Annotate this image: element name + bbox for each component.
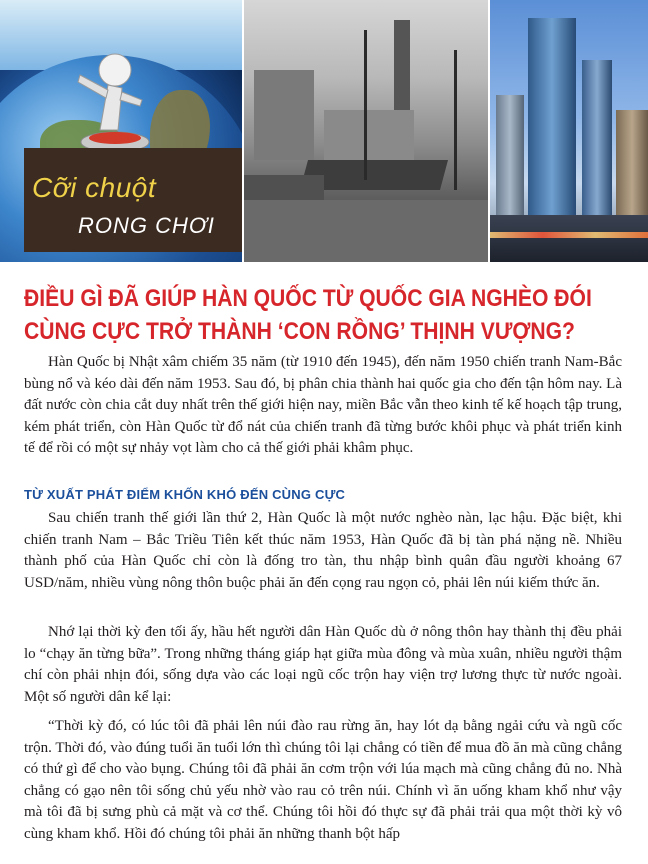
- brand-subtitle: RONG CHƠI: [78, 213, 215, 238]
- paragraph-2: Sau chiến tranh thế giới lần thứ 2, Hàn Quốc là một nước nghèo nàn, lạc hậu. Đặc biệt, khi chiến tranh Nam – Bắc Triều Tiên kết thúc năm 1953, Hàn Quốc đã bị tàn phá nặng nề. Nhiều thành phố của Hàn Quốc chỉ còn là đống tro tàn, thu nhập bình quân đầu người khoảng 67 USD/năm, nhiều vùng nông thôn buộc phải ăn đến cọng rau ngọn cỏ, phải lên núi kiếm thức ăn.: [24, 510, 622, 591]
- article-headline: [24, 282, 592, 348]
- brand-title: Cỡi chuột: [32, 172, 157, 203]
- intro-paragraph: Hàn Quốc bị Nhật xâm chiếm 35 năm (từ 1910 đến 1945), đến năm 1950 chiến tranh Nam-Bắc bùng nổ và kéo dài đến năm 1953. Sau đó, bị phân chia thành hai quốc gia cho đến tận hôm nay. Là đất nước còn chia cắt duy nhất trên thế giới hiện nay, miền Bắc vẫn theo kinh tế kế hoạch tập trung, kém phát triển, còn Hàn Quốc từ đổ nát của chiến tranh đã từng bước khôi phục và phát triển kinh tế để rồi có một sự nhảy vọt làm cho cả thế giới phải khâm phục.: [24, 354, 622, 456]
- modern-seoul-photo: [490, 0, 648, 262]
- headline-line-2: CÙNG CỰC TRỞ THÀNH ‘CON RỒNG’ THỊNH VƯỢNG?: [24, 318, 575, 345]
- section-subheading: TỪ XUẤT PHÁT ĐIỂM KHỐN KHÓ ĐẾN CÙNG CỰC: [24, 487, 346, 502]
- postwar-slum-photo: [244, 0, 488, 262]
- quote-paragraph: “Thời kỳ đó, có lúc tôi đã phải lên núi đào rau rừng ăn, hay lót dạ bằng ngải cứu và ngũ cốc trộn. Thời đó, vào đúng tuổi ăn tuổi lớn thì chúng tôi lại chẳng có tiền để mua đồ ăn mà cũng chẳng có thứ gì để cho vào bụng. Chúng tôi đã phải ăn cơm trộn với lúa mạch mà cũng chẳng đủ no. Nhà chẳng có gạo nên tôi sống chủ yếu nhờ vào rau cỏ trên núi. Chính vì ăn uống kham khổ như vậy mà tôi đã bị sưng phù cả mặt và cơ thể. Chúng tôi hồi đó thực sự đã phải trải qua một thời kỳ vô cùng kham khổ. Hồi đó chúng tôi phải ăn những thanh bột hấp: [24, 718, 622, 842]
- paragraph-3: Nhớ lại thời kỳ đen tối ấy, hầu hết người dân Hàn Quốc dù ở nông thôn hay thành thị đều phải lo “chạy ăn từng bữa”. Trong những tháng giáp hạt giữa mùa đông và mùa xuân, nhiều người thậm chí còn phải nhịn đói, sống dựa vào các loại ngũ cốc trộn hay viện trợ lương thực từ nước ngoài. Một số người dân kể lại:: [24, 624, 622, 705]
- header-banner: [0, 0, 648, 262]
- mouse-rider-icon: [60, 30, 150, 160]
- headline-line-1: ĐIỀU GÌ ĐÃ GIÚP HÀN QUỐC TỪ QUỐC GIA NGHÈO ĐÓI: [24, 285, 592, 312]
